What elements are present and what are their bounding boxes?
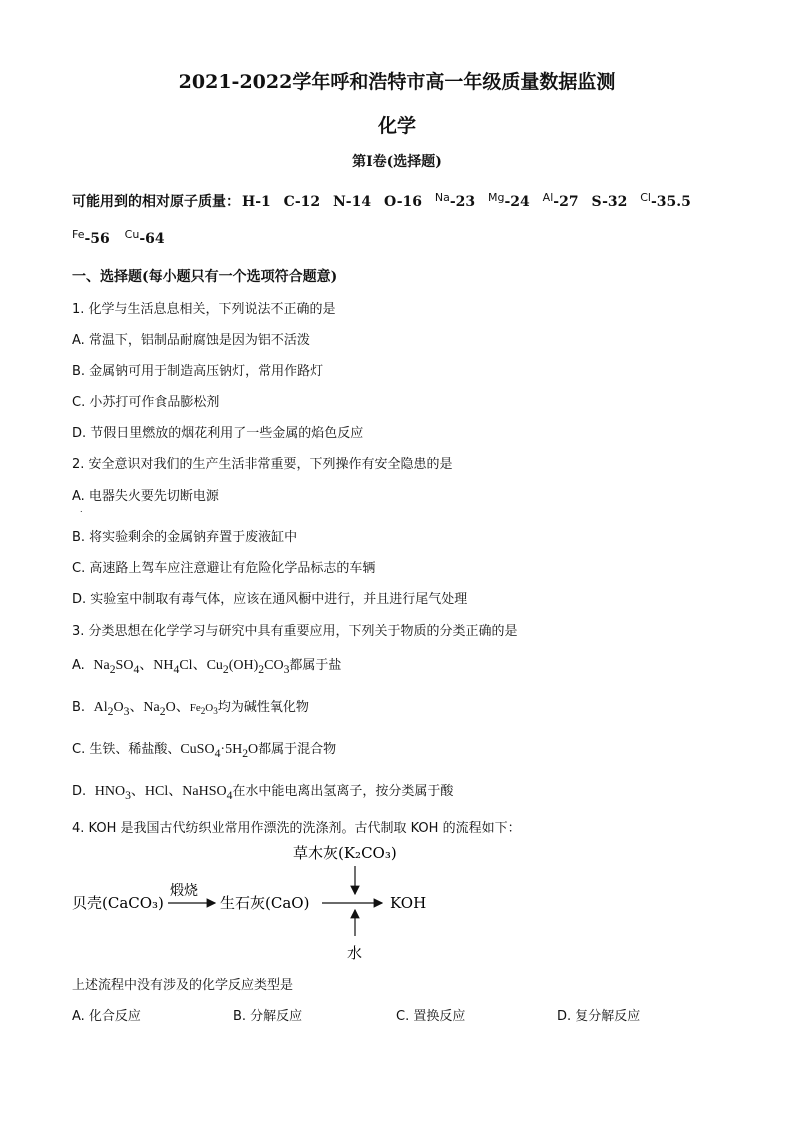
q1-option-c: C. 小苏打可作食品膨松剂 — [72, 395, 220, 410]
q1-option-b: B. 金属钠可用于制造高压钠灯，常用作路灯 — [72, 364, 324, 379]
atomic-mass-line-1 — [72, 191, 691, 211]
atomic-mass-label: 可能用到的相对原子质量： — [72, 194, 240, 210]
q3-stem: 3. 分类思想在化学学习与研究中具有重要应用，下列关于物质的分类正确的是 — [72, 624, 518, 639]
mass-c: C-12 — [283, 194, 321, 210]
formula-c: $CuSO_4\cdot 5H_2O$ — [180, 742, 259, 760]
q4-flow-diagram — [60, 838, 480, 968]
atomic-mass-line-2 — [72, 228, 165, 247]
subject-title: 化学 — [377, 115, 416, 137]
q4-option-d: D. 复分解反应 — [557, 1009, 641, 1024]
mass-al: $^{Al}$-27 — [542, 191, 579, 210]
q4-option-c: C. 置换反应 — [396, 1009, 466, 1024]
flow-middle-label: 生石灰(CaO) — [220, 894, 310, 912]
flow-end-label: KOH — [390, 894, 427, 912]
formula-a: $Na_2SO_4$、$NH_4Cl$、$Cu_2(OH)_2CO_3$ — [89, 658, 290, 676]
q4-option-b: B. 分解反应 — [233, 1009, 303, 1024]
mass-h: H-1 — [242, 194, 271, 210]
section-title: 第Ⅰ卷(选择题) — [352, 154, 442, 170]
mass-cu: $^{Cu}$-64 — [124, 228, 165, 247]
q1-option-d: D. 节假日里燃放的烟花利用了一些金属的焰色反应 — [72, 426, 364, 441]
q2-stray-dot: . — [80, 505, 83, 514]
q3-option-c: C. 生铁、稀盐酸、$CuSO_4\cdot 5H_2O$都属于混合物 — [72, 742, 337, 760]
q2-option-d: D. 实验室中制取有毒气体，应该在通风橱中进行，并且进行尾气处理 — [72, 592, 468, 607]
q4-question: 上述流程中没有涉及的化学反应类型是 — [72, 978, 294, 993]
mass-n: N-14 — [333, 194, 372, 210]
flow-top-label: 草木灰(K₂CO₃) — [293, 844, 397, 862]
mass-o: O-16 — [383, 194, 422, 210]
q1-stem: 1. 化学与生活息息相关，下列说法不正确的是 — [72, 302, 336, 317]
formula-b: $Al_2O_3$、$Na_2O$、$Fe_2O_3$ — [90, 700, 218, 718]
q2-option-c: C. 高速路上驾车应注意避让有危险化学品标志的车辆 — [72, 561, 376, 576]
q4-option-a: A. 化合反应 — [72, 1009, 141, 1024]
mass-mg: $^{Mg}$-24 — [488, 191, 530, 210]
mass-cl: $^{Cl}$-35.5 — [640, 191, 691, 210]
q1-option-a: A. 常温下，铝制品耐腐蚀是因为铝不活泼 — [72, 333, 310, 348]
formula-d: $HNO_3$、HCl、NaHSO$_4$ — [91, 784, 233, 802]
q3-option-a: A. $Na_2SO_4$、$NH_4Cl$、$Cu_2(OH)_2CO_3$都属于盐 — [72, 658, 342, 676]
flow-arrow-label: 煅烧 — [170, 883, 198, 899]
exam-title: 2021-2022学年呼和浩特市高一年级质量数据监测 — [178, 71, 616, 93]
q2-option-a: A. 电器失火要先切断电源 — [72, 489, 219, 504]
q4-stem: 4. KOH 是我国古代纺织业常用作漂洗的洗涤剂。古代制取 KOH 的流程如下： — [72, 821, 521, 836]
flow-bottom-label: 水 — [347, 944, 363, 962]
flow-start-label: 贝壳(CaCO₃) — [72, 894, 164, 912]
q2-stem: 2. 安全意识对我们的生产生活非常重要，下列操作有安全隐患的是 — [72, 457, 453, 472]
q2-option-b: B. 将实验剩余的金属钠弃置于废液缸中 — [72, 530, 298, 545]
part-heading: 一、选择题(每小题只有一个选项符合题意) — [72, 269, 338, 285]
q3-option-b: B. $Al_2O_3$、$Na_2O$、$Fe_2O_3$均为碱性氧化物 — [72, 700, 309, 718]
mass-fe: $^{Fe}$-56 — [72, 228, 110, 247]
mass-na: $^{Na}$-23 — [434, 191, 476, 210]
mass-s: S-32 — [591, 194, 628, 210]
q3-option-d: D. $HNO_3$、HCl、NaHSO$_4$在水中能电离出氢离子，按分类属于酸 — [72, 784, 454, 802]
